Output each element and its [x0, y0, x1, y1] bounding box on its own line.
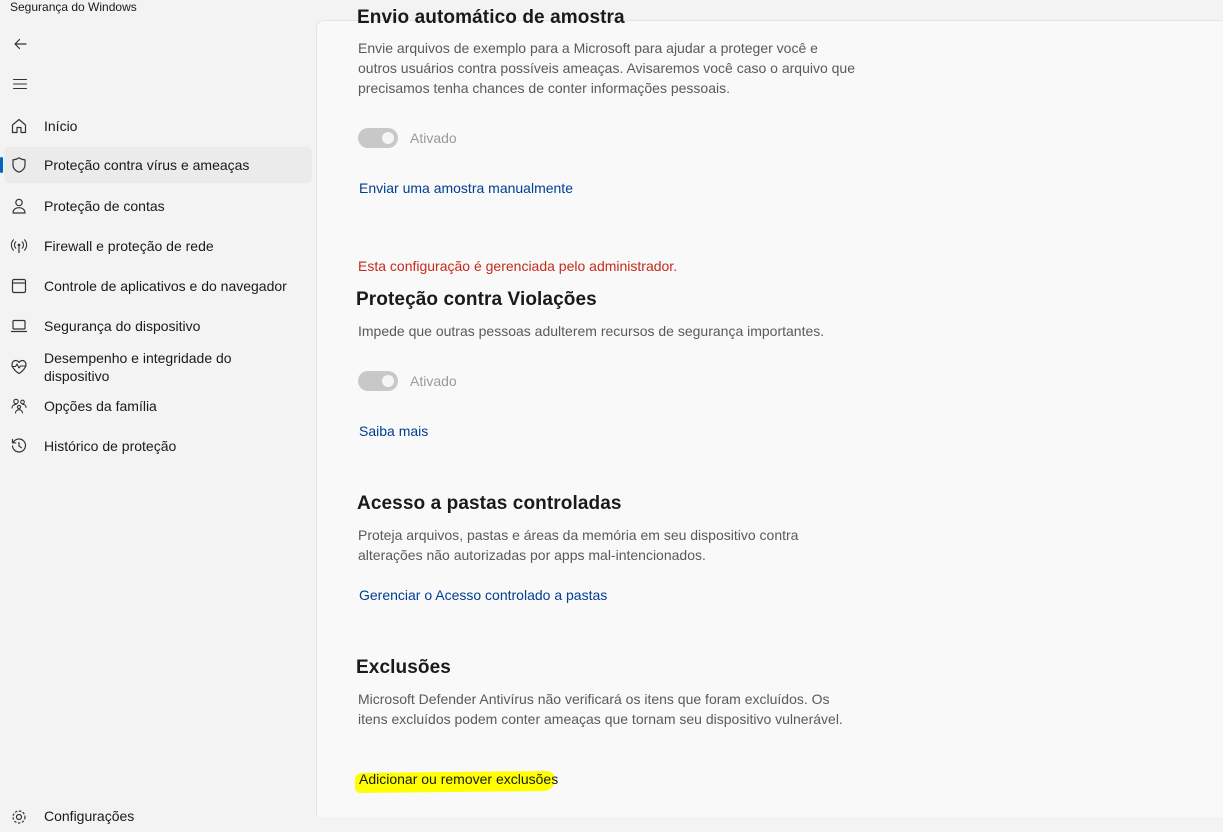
- toggle-knob: [382, 132, 394, 144]
- app-title: Segurança do Windows: [10, 0, 137, 14]
- sample-submission-toggle-row: [358, 128, 457, 148]
- sidebar-item-accounts[interactable]: [4, 186, 312, 226]
- sidebar-item-label: Firewall e proteção de rede: [44, 238, 214, 254]
- app-window-icon: [4, 276, 44, 296]
- laptop-icon: [4, 316, 44, 336]
- person-icon: [4, 196, 44, 216]
- sidebar-item-label: Configurações: [44, 808, 135, 824]
- sidebar-item-label: Início: [44, 118, 78, 134]
- sidebar-item-settings[interactable]: [4, 808, 312, 832]
- sidebar-item-label: Opções da família: [44, 398, 157, 414]
- antenna-icon: [4, 236, 44, 256]
- controlled-folder-description: Proteja arquivos, pastas e áreas da memória em seu dispositivo contra alterações não autorizadas por apps mal-intencionados.: [358, 527, 799, 563]
- admin-managed-note: Esta configuração é gerenciada pelo administrador.: [358, 258, 678, 274]
- exclusions-title: Exclusões: [356, 657, 451, 678]
- sidebar-item-label: Segurança do dispositivo: [44, 318, 201, 334]
- manage-controlled-folder-link[interactable]: Gerenciar o Acesso controlado a pastas: [359, 587, 608, 603]
- sidebar-item-family-options[interactable]: [4, 386, 312, 426]
- toggle-label: Ativado: [410, 130, 457, 146]
- sidebar-item-virus-protection[interactable]: [4, 147, 312, 183]
- family-icon: [4, 396, 44, 416]
- controlled-folder-title: Acesso a pastas controladas: [357, 493, 622, 514]
- tamper-protection-description: Impede que outras pessoas adulterem recursos de segurança importantes.: [358, 323, 825, 339]
- sidebar-item-firewall[interactable]: [4, 226, 312, 266]
- home-icon: [4, 116, 44, 136]
- exclusions-description: Microsoft Defender Antivírus não verificará os itens que foram excluídos. Os itens excluídos podem conter ameaças que tornam seu dispositivo vulnerável.: [358, 691, 843, 727]
- sidebar-item-protection-history[interactable]: [4, 426, 312, 466]
- hamburger-icon: [12, 76, 28, 92]
- main-content: [316, 7, 1223, 817]
- sidebar-item-label: Controle de aplicativos e do navegador: [44, 278, 287, 294]
- tamper-protection-toggle-row: [358, 371, 457, 391]
- active-indicator: [0, 157, 3, 173]
- learn-more-link[interactable]: Saiba mais: [359, 423, 429, 439]
- sidebar: [0, 20, 316, 824]
- heart-pulse-icon: [4, 357, 44, 377]
- sidebar-item-app-browser-control[interactable]: [4, 266, 312, 306]
- shield-icon: [4, 155, 44, 175]
- tamper-protection-toggle[interactable]: [358, 371, 398, 391]
- back-button[interactable]: [2, 28, 38, 60]
- sidebar-item-inicio[interactable]: [4, 106, 312, 146]
- arrow-left-icon: [12, 36, 28, 52]
- sidebar-item-label: Histórico de proteção: [44, 438, 177, 454]
- history-icon: [4, 436, 44, 456]
- sidebar-item-label: Desempenho e integridade do dispositivo: [44, 350, 232, 384]
- submit-sample-manually-link[interactable]: Enviar uma amostra manualmente: [359, 180, 573, 196]
- toggle-label: Ativado: [410, 373, 457, 389]
- sample-submission-description: Envie arquivos de exemplo para a Microsoft para ajudar a proteger você e outros usuários contra possíveis ameaças. Avisaremos você caso o arquivo que precisamos tenha chances de conter informações pessoais.: [358, 40, 855, 96]
- sidebar-item-device-health[interactable]: [4, 346, 312, 388]
- menu-button[interactable]: [2, 68, 38, 100]
- add-remove-exclusions-link[interactable]: Adicionar ou remover exclusões: [359, 771, 559, 787]
- sidebar-item-label: Proteção de contas: [44, 198, 165, 214]
- tamper-protection-title: Proteção contra Violações: [356, 289, 597, 310]
- toggle-knob: [382, 375, 394, 387]
- sidebar-item-label: Proteção contra vírus e ameaças: [44, 157, 250, 173]
- sidebar-item-device-security[interactable]: [4, 306, 312, 346]
- sample-submission-title: Envio automático de amostra: [357, 7, 625, 28]
- sample-submission-toggle[interactable]: [358, 128, 398, 148]
- gear-icon: [4, 808, 44, 829]
